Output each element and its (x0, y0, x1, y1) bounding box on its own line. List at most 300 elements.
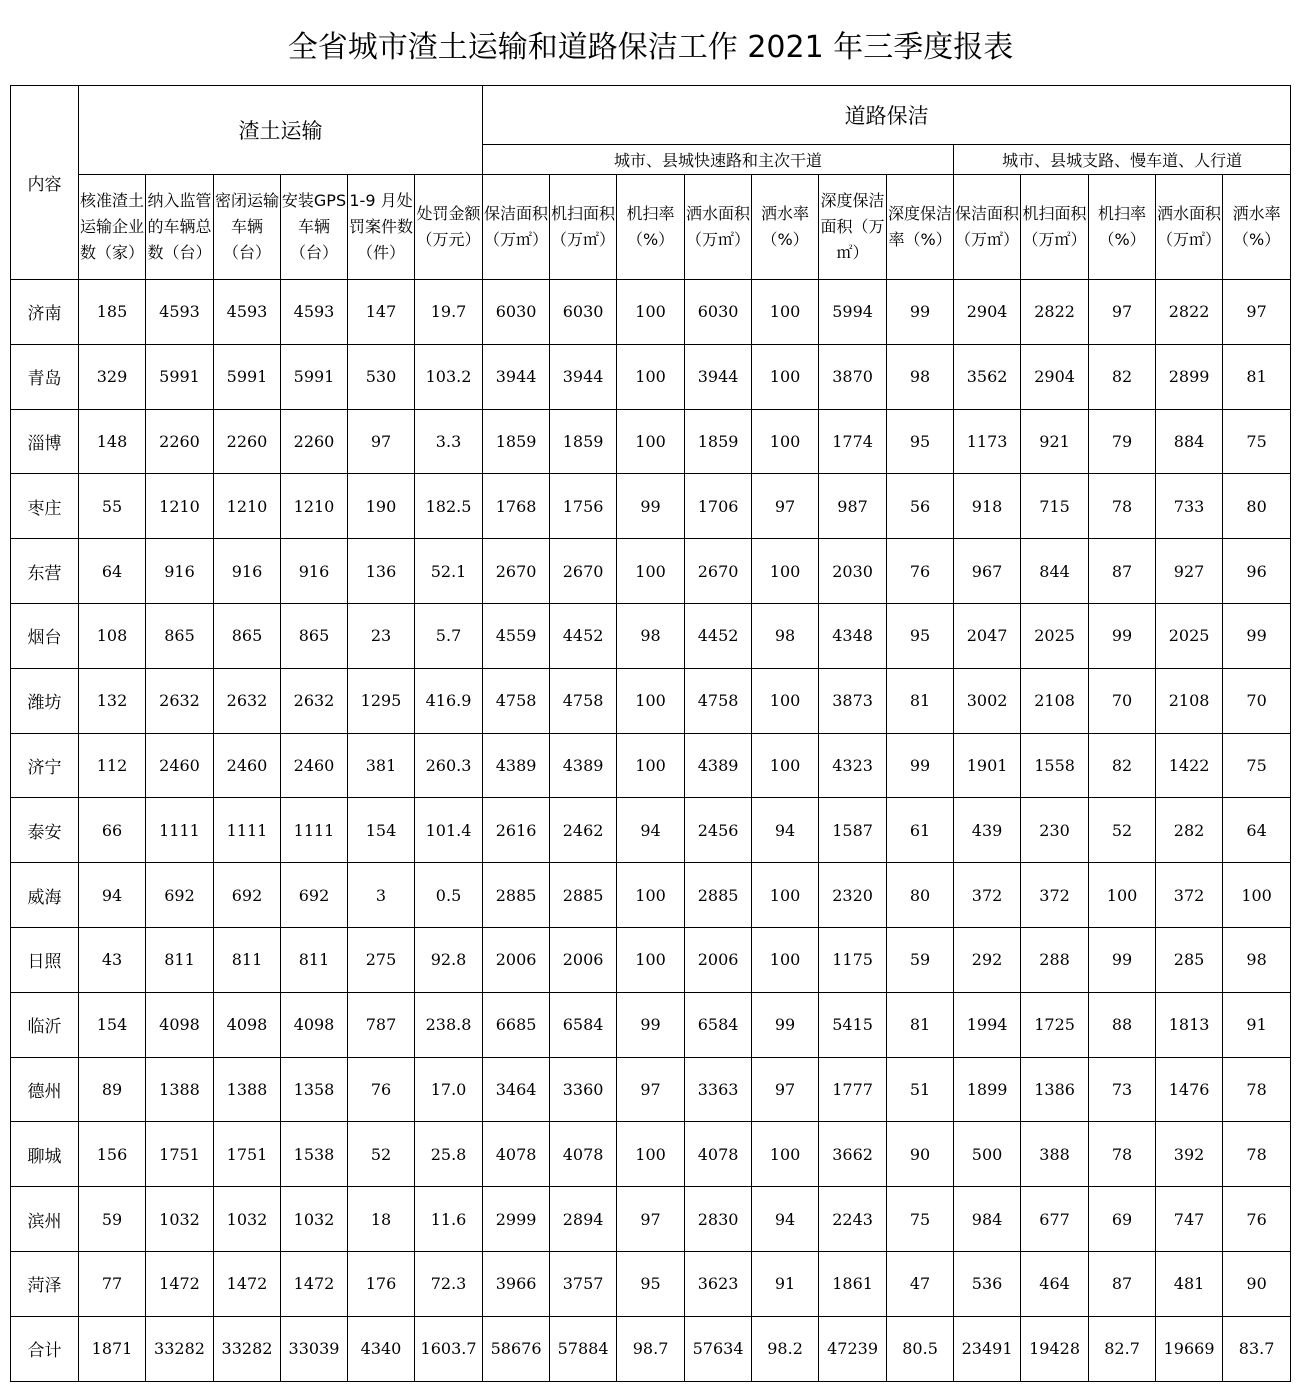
value-cell: 19669 (1156, 1316, 1223, 1381)
value-cell: 4078 (685, 1122, 752, 1187)
value-cell: 98.2 (752, 1316, 819, 1381)
city-cell: 潍坊 (11, 668, 79, 733)
value-cell: 2006 (685, 927, 752, 992)
value-cell: 4593 (214, 280, 281, 345)
value-cell: 2999 (483, 1187, 550, 1252)
value-cell: 1871 (79, 1316, 146, 1381)
value-cell: 81 (887, 992, 954, 1057)
value-cell: 1476 (1156, 1057, 1223, 1122)
value-cell: 1899 (954, 1057, 1021, 1122)
value-cell: 2456 (685, 798, 752, 863)
city-cell: 烟台 (11, 603, 79, 668)
value-cell: 78 (1223, 1057, 1291, 1122)
report-table (10, 85, 1291, 1382)
value-cell: 99 (617, 992, 685, 1057)
column-header: 机扫率（%） (1089, 175, 1156, 280)
value-cell: 91 (1223, 992, 1291, 1057)
value-cell: 100 (617, 733, 685, 798)
value-cell: 288 (1021, 927, 1089, 992)
value-cell: 23 (348, 603, 415, 668)
value-cell: 921 (1021, 409, 1089, 474)
value-cell: 3944 (550, 344, 617, 409)
value-cell: 97 (348, 409, 415, 474)
value-cell: 1472 (146, 1251, 214, 1316)
value-cell: 6030 (483, 280, 550, 345)
value-cell: 1756 (550, 474, 617, 539)
value-cell: 33039 (281, 1316, 348, 1381)
value-cell: 1472 (214, 1251, 281, 1316)
value-cell: 82 (1089, 344, 1156, 409)
value-cell: 2260 (281, 409, 348, 474)
value-cell: 439 (954, 798, 1021, 863)
value-cell: 4758 (483, 668, 550, 733)
column-header: 机扫率（%） (617, 175, 685, 280)
value-cell: 98 (752, 603, 819, 668)
value-cell: 57634 (685, 1316, 752, 1381)
table-row (11, 1251, 1291, 1316)
value-cell: 1538 (281, 1122, 348, 1187)
value-cell: 4078 (550, 1122, 617, 1187)
value-cell: 1386 (1021, 1057, 1089, 1122)
value-cell: 100 (752, 863, 819, 928)
value-cell: 282 (1156, 798, 1223, 863)
value-cell: 6030 (685, 280, 752, 345)
value-cell: 64 (1223, 798, 1291, 863)
value-cell: 3757 (550, 1251, 617, 1316)
value-cell: 967 (954, 539, 1021, 604)
value-cell: 4098 (281, 992, 348, 1057)
value-cell: 4758 (550, 668, 617, 733)
table-row (11, 1187, 1291, 1252)
value-cell: 3944 (685, 344, 752, 409)
value-cell: 47 (887, 1251, 954, 1316)
value-cell: 500 (954, 1122, 1021, 1187)
value-cell: 3002 (954, 668, 1021, 733)
table-row (11, 344, 1291, 409)
value-cell: 1768 (483, 474, 550, 539)
value-cell: 2670 (685, 539, 752, 604)
value-cell: 100 (617, 668, 685, 733)
value-cell: 25.8 (415, 1122, 483, 1187)
value-cell: 3662 (819, 1122, 887, 1187)
value-cell: 99 (1089, 603, 1156, 668)
value-cell: 97 (1089, 280, 1156, 345)
value-cell: 2632 (214, 668, 281, 733)
value-cell: 78 (1089, 474, 1156, 539)
column-header: 纳入监管的车辆总数（台） (146, 175, 214, 280)
report-title: 全省城市渣土运输和道路保洁工作 2021 年三季度报表 (287, 30, 1014, 65)
value-cell: 3944 (483, 344, 550, 409)
value-cell: 3 (348, 863, 415, 928)
value-cell: 275 (348, 927, 415, 992)
value-cell: 4340 (348, 1316, 415, 1381)
value-cell: 80.5 (887, 1316, 954, 1381)
value-cell: 1210 (146, 474, 214, 539)
value-cell: 2006 (550, 927, 617, 992)
value-cell: 97 (752, 1057, 819, 1122)
value-cell: 715 (1021, 474, 1089, 539)
city-cell: 济南 (11, 280, 79, 345)
value-cell: 98 (1223, 927, 1291, 992)
value-cell: 6584 (685, 992, 752, 1057)
value-cell: 51 (887, 1057, 954, 1122)
value-cell: 2030 (819, 539, 887, 604)
value-cell: 927 (1156, 539, 1223, 604)
value-cell: 5991 (146, 344, 214, 409)
value-cell: 4078 (483, 1122, 550, 1187)
value-cell: 70 (1089, 668, 1156, 733)
table-row (11, 539, 1291, 604)
column-header: 保洁面积（万㎡） (954, 175, 1021, 280)
value-cell: 76 (887, 539, 954, 604)
value-cell: 108 (79, 603, 146, 668)
value-cell: 2460 (146, 733, 214, 798)
value-cell: 1558 (1021, 733, 1089, 798)
value-cell: 95 (887, 603, 954, 668)
value-cell: 88 (1089, 992, 1156, 1057)
value-cell: 72.3 (415, 1251, 483, 1316)
value-cell: 75 (887, 1187, 954, 1252)
value-cell: 5991 (214, 344, 281, 409)
city-cell: 日照 (11, 927, 79, 992)
value-cell: 372 (1156, 863, 1223, 928)
value-cell: 285 (1156, 927, 1223, 992)
value-cell: 865 (281, 603, 348, 668)
value-cell: 733 (1156, 474, 1223, 539)
value-cell: 4452 (550, 603, 617, 668)
city-cell: 菏泽 (11, 1251, 79, 1316)
value-cell: 4389 (685, 733, 752, 798)
value-cell: 3623 (685, 1251, 752, 1316)
value-cell: 6030 (550, 280, 617, 345)
city-cell: 德州 (11, 1057, 79, 1122)
value-cell: 190 (348, 474, 415, 539)
value-cell: 916 (214, 539, 281, 604)
value-cell: 1111 (146, 798, 214, 863)
value-cell: 1859 (550, 409, 617, 474)
value-cell: 3360 (550, 1057, 617, 1122)
table-row (11, 927, 1291, 992)
value-cell: 3.3 (415, 409, 483, 474)
value-cell: 57884 (550, 1316, 617, 1381)
table-row (11, 798, 1291, 863)
value-cell: 94 (79, 863, 146, 928)
value-cell: 97 (1223, 280, 1291, 345)
value-cell: 52 (348, 1122, 415, 1187)
value-cell: 372 (1021, 863, 1089, 928)
value-cell: 59 (79, 1187, 146, 1252)
value-cell: 47239 (819, 1316, 887, 1381)
value-cell: 19428 (1021, 1316, 1089, 1381)
value-cell: 2260 (214, 409, 281, 474)
value-cell: 388 (1021, 1122, 1089, 1187)
value-cell: 99 (617, 474, 685, 539)
value-cell: 87 (1089, 1251, 1156, 1316)
value-cell: 811 (146, 927, 214, 992)
value-cell: 69 (1089, 1187, 1156, 1252)
value-cell: 82.7 (1089, 1316, 1156, 1381)
value-cell: 1032 (281, 1187, 348, 1252)
value-cell: 154 (79, 992, 146, 1057)
value-cell: 77 (79, 1251, 146, 1316)
value-cell: 2822 (1156, 280, 1223, 345)
value-cell: 2885 (550, 863, 617, 928)
value-cell: 372 (954, 863, 1021, 928)
value-cell: 80 (887, 863, 954, 928)
value-cell: 4389 (550, 733, 617, 798)
value-cell: 392 (1156, 1122, 1223, 1187)
value-cell: 81 (887, 668, 954, 733)
value-cell: 182.5 (415, 474, 483, 539)
value-cell: 1175 (819, 927, 887, 992)
value-cell: 112 (79, 733, 146, 798)
value-cell: 75 (1223, 733, 1291, 798)
value-cell: 292 (954, 927, 1021, 992)
value-cell: 3870 (819, 344, 887, 409)
value-cell: 100 (617, 280, 685, 345)
value-cell: 1295 (348, 668, 415, 733)
value-cell: 260.3 (415, 733, 483, 798)
value-cell: 2830 (685, 1187, 752, 1252)
value-cell: 18 (348, 1187, 415, 1252)
column-header: 洒水率（%） (1223, 175, 1291, 280)
column-header: 洒水率（%） (752, 175, 819, 280)
value-cell: 100 (752, 668, 819, 733)
row-label-header: 内容 (11, 86, 79, 280)
value-cell: 536 (954, 1251, 1021, 1316)
value-cell: 5415 (819, 992, 887, 1057)
value-cell: 23491 (954, 1316, 1021, 1381)
value-cell: 91 (752, 1251, 819, 1316)
value-cell: 2460 (214, 733, 281, 798)
value-cell: 78 (1223, 1122, 1291, 1187)
value-cell: 61 (887, 798, 954, 863)
value-cell: 70 (1223, 668, 1291, 733)
value-cell: 2260 (146, 409, 214, 474)
column-header: 深度保洁率（%） (887, 175, 954, 280)
value-cell: 4559 (483, 603, 550, 668)
value-cell: 132 (79, 668, 146, 733)
value-cell: 464 (1021, 1251, 1089, 1316)
city-cell: 东营 (11, 539, 79, 604)
value-cell: 865 (214, 603, 281, 668)
value-cell: 1210 (214, 474, 281, 539)
value-cell: 97 (617, 1187, 685, 1252)
column-header: 洒水面积（万㎡） (685, 175, 752, 280)
value-cell: 94 (752, 798, 819, 863)
group-header: 道路保洁 (483, 86, 1291, 145)
value-cell: 692 (146, 863, 214, 928)
value-cell: 100 (617, 344, 685, 409)
value-cell: 3873 (819, 668, 887, 733)
value-cell: 987 (819, 474, 887, 539)
value-cell: 2670 (550, 539, 617, 604)
value-cell: 1210 (281, 474, 348, 539)
city-cell: 滨州 (11, 1187, 79, 1252)
value-cell: 2632 (146, 668, 214, 733)
value-cell: 3363 (685, 1057, 752, 1122)
value-cell: 1422 (1156, 733, 1223, 798)
value-cell: 92.8 (415, 927, 483, 992)
value-cell: 4593 (146, 280, 214, 345)
value-cell: 90 (1223, 1251, 1291, 1316)
value-cell: 677 (1021, 1187, 1089, 1252)
value-cell: 90 (887, 1122, 954, 1187)
value-cell: 1813 (1156, 992, 1223, 1057)
value-cell: 811 (214, 927, 281, 992)
total-row (11, 1316, 1291, 1381)
value-cell: 98 (887, 344, 954, 409)
value-cell: 4323 (819, 733, 887, 798)
value-cell: 1725 (1021, 992, 1089, 1057)
value-cell: 73 (1089, 1057, 1156, 1122)
value-cell: 5994 (819, 280, 887, 345)
value-cell: 2460 (281, 733, 348, 798)
value-cell: 99 (1089, 927, 1156, 992)
value-cell: 56 (887, 474, 954, 539)
city-cell: 聊城 (11, 1122, 79, 1187)
subgroup-header: 城市、县城支路、慢车道、人行道 (954, 145, 1291, 175)
value-cell: 916 (146, 539, 214, 604)
value-cell: 0.5 (415, 863, 483, 928)
value-cell: 811 (281, 927, 348, 992)
value-cell: 64 (79, 539, 146, 604)
value-cell: 96 (1223, 539, 1291, 604)
value-cell: 1111 (281, 798, 348, 863)
value-cell: 1173 (954, 409, 1021, 474)
value-cell: 2108 (1156, 668, 1223, 733)
value-cell: 100 (617, 927, 685, 992)
value-cell: 1777 (819, 1057, 887, 1122)
value-cell: 52.1 (415, 539, 483, 604)
value-cell: 103.2 (415, 344, 483, 409)
value-cell: 884 (1156, 409, 1223, 474)
value-cell: 83.7 (1223, 1316, 1291, 1381)
value-cell: 100 (1089, 863, 1156, 928)
value-cell: 89 (79, 1057, 146, 1122)
value-cell: 3464 (483, 1057, 550, 1122)
value-cell: 1859 (685, 409, 752, 474)
value-cell: 99 (752, 992, 819, 1057)
table-row (11, 603, 1291, 668)
value-cell: 95 (617, 1251, 685, 1316)
value-cell: 1774 (819, 409, 887, 474)
value-cell: 2885 (685, 863, 752, 928)
value-cell: 87 (1089, 539, 1156, 604)
table-row (11, 409, 1291, 474)
value-cell: 2904 (954, 280, 1021, 345)
value-cell: 81 (1223, 344, 1291, 409)
value-cell: 1603.7 (415, 1316, 483, 1381)
column-header: 洒水面积（万㎡） (1156, 175, 1223, 280)
value-cell: 1472 (281, 1251, 348, 1316)
value-cell: 52 (1089, 798, 1156, 863)
value-cell: 100 (752, 344, 819, 409)
value-cell: 94 (617, 798, 685, 863)
value-cell: 99 (887, 280, 954, 345)
value-cell: 1587 (819, 798, 887, 863)
value-cell: 98 (617, 603, 685, 668)
value-cell: 100 (752, 409, 819, 474)
value-cell: 82 (1089, 733, 1156, 798)
value-cell: 99 (1223, 603, 1291, 668)
value-cell: 100 (752, 280, 819, 345)
value-cell: 2320 (819, 863, 887, 928)
column-header: 保洁面积（万㎡） (483, 175, 550, 280)
value-cell: 11.6 (415, 1187, 483, 1252)
value-cell: 100 (752, 539, 819, 604)
value-cell: 747 (1156, 1187, 1223, 1252)
value-cell: 230 (1021, 798, 1089, 863)
table-row (11, 1057, 1291, 1122)
value-cell: 2243 (819, 1187, 887, 1252)
value-cell: 97 (752, 474, 819, 539)
value-cell: 2025 (1021, 603, 1089, 668)
value-cell: 147 (348, 280, 415, 345)
value-cell: 2822 (1021, 280, 1089, 345)
value-cell: 2006 (483, 927, 550, 992)
table-row (11, 992, 1291, 1057)
value-cell: 692 (281, 863, 348, 928)
value-cell: 1032 (214, 1187, 281, 1252)
value-cell: 33282 (146, 1316, 214, 1381)
table-row (11, 1122, 1291, 1187)
value-cell: 2904 (1021, 344, 1089, 409)
value-cell: 58676 (483, 1316, 550, 1381)
value-cell: 2632 (281, 668, 348, 733)
value-cell: 100 (617, 409, 685, 474)
value-cell: 148 (79, 409, 146, 474)
value-cell: 78 (1089, 1122, 1156, 1187)
column-header: 1-9 月处罚案件数（件） (348, 175, 415, 280)
column-header: 机扫面积（万㎡） (550, 175, 617, 280)
value-cell: 154 (348, 798, 415, 863)
value-cell: 5.7 (415, 603, 483, 668)
value-cell: 80 (1223, 474, 1291, 539)
table-row (11, 668, 1291, 733)
value-cell: 100 (1223, 863, 1291, 928)
value-cell: 1358 (281, 1057, 348, 1122)
value-cell: 76 (1223, 1187, 1291, 1252)
column-header: 安装GPS 车辆（台） (281, 175, 348, 280)
value-cell: 916 (281, 539, 348, 604)
value-cell: 1032 (146, 1187, 214, 1252)
value-cell: 530 (348, 344, 415, 409)
value-cell: 1901 (954, 733, 1021, 798)
table-row (11, 863, 1291, 928)
value-cell: 136 (348, 539, 415, 604)
value-cell: 692 (214, 863, 281, 928)
value-cell: 43 (79, 927, 146, 992)
value-cell: 185 (79, 280, 146, 345)
value-cell: 33282 (214, 1316, 281, 1381)
value-cell: 66 (79, 798, 146, 863)
value-cell: 2462 (550, 798, 617, 863)
value-cell: 381 (348, 733, 415, 798)
value-cell: 100 (617, 1122, 685, 1187)
value-cell: 329 (79, 344, 146, 409)
table-row (11, 280, 1291, 345)
city-cell: 青岛 (11, 344, 79, 409)
value-cell: 238.8 (415, 992, 483, 1057)
value-cell: 3966 (483, 1251, 550, 1316)
value-cell: 1706 (685, 474, 752, 539)
value-cell: 6685 (483, 992, 550, 1057)
value-cell: 100 (617, 863, 685, 928)
city-cell: 威海 (11, 863, 79, 928)
column-header: 深度保洁面积（万㎡） (819, 175, 887, 280)
value-cell: 787 (348, 992, 415, 1057)
